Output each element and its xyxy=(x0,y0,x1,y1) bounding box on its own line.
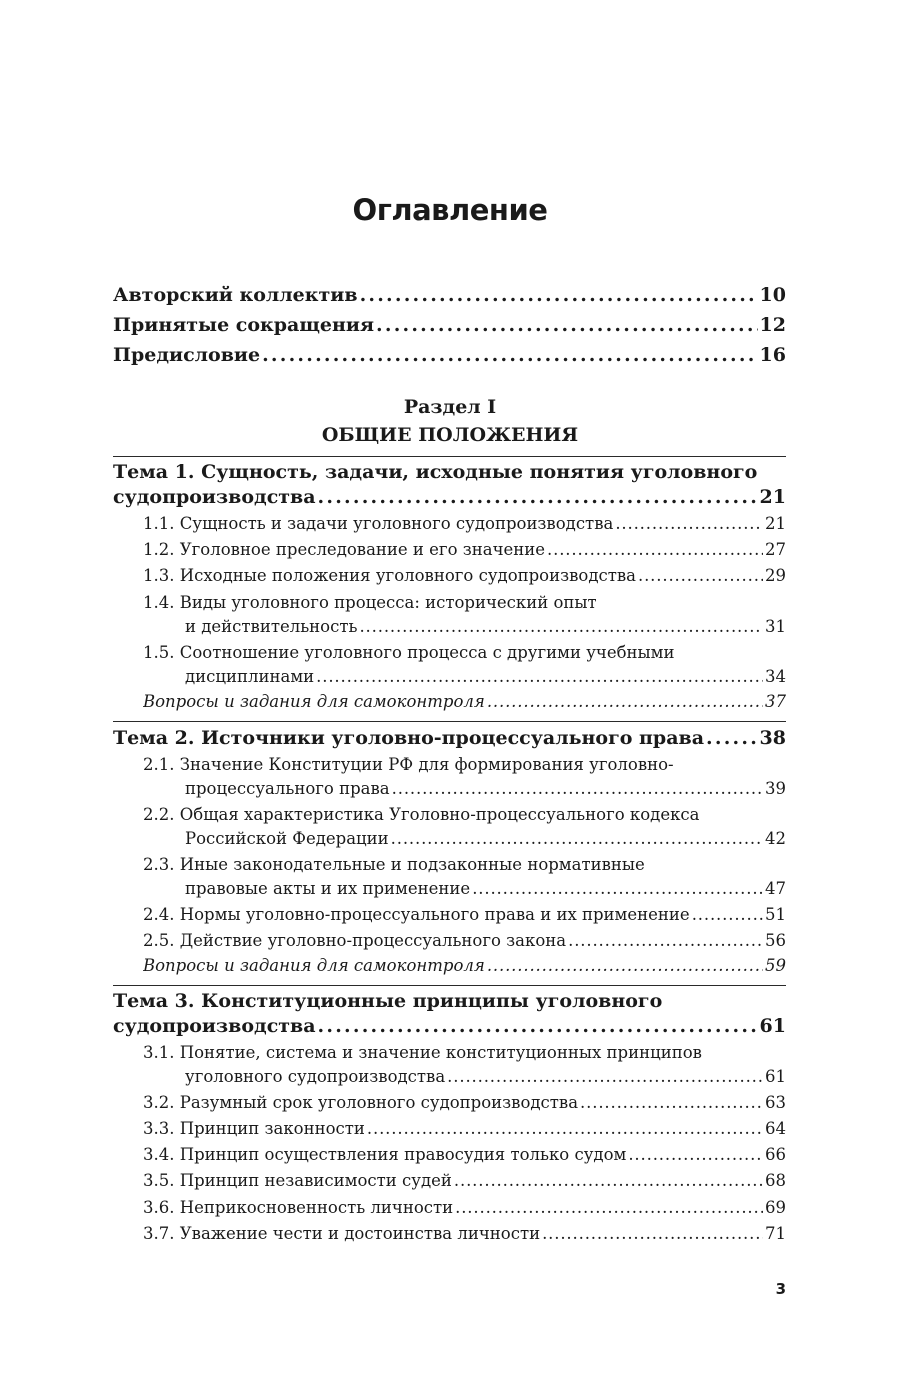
toc-entry-page: 63 xyxy=(765,1093,786,1112)
leader-dots xyxy=(487,692,763,711)
toc-entry-2-2[interactable] xyxy=(185,829,786,848)
leader-dots xyxy=(447,1067,763,1086)
toc-entry-page: 21 xyxy=(759,486,786,508)
toc-entry-page: 69 xyxy=(765,1198,786,1217)
toc-entry-label: уголовного судопроизводства xyxy=(185,1067,446,1086)
leader-dots xyxy=(472,879,763,898)
toc-entry-1-5-line1[interactable]: 1.5. Соотношение уголовного процесса с другими учебными xyxy=(143,643,675,662)
toc-entry-page: 27 xyxy=(765,540,786,559)
toc-entry-topic-2[interactable] xyxy=(113,727,786,749)
topic-1-title-line1[interactable]: Тема 1. Сущность, задачи, исходные понятия уголовного xyxy=(113,461,758,483)
leader-dots xyxy=(568,931,763,950)
toc-entry-2-questions[interactable] xyxy=(143,956,786,975)
toc-entry-page: 37 xyxy=(765,692,786,711)
toc-entry-label: 1.2. Уголовное преследование и его значение xyxy=(143,540,546,559)
divider xyxy=(113,985,786,986)
toc-entry-page: 34 xyxy=(765,667,786,686)
toc-entry-page: 10 xyxy=(759,284,786,306)
toc-entry-2-1-line1[interactable]: 2.1. Значение Конституции РФ для формирования уголовно- xyxy=(143,755,674,774)
toc-entry-label: 2.4. Нормы уголовно-процессуального права и их применение xyxy=(143,905,690,924)
toc-entry-3-4[interactable] xyxy=(143,1145,786,1164)
leader-dots xyxy=(376,314,758,336)
toc-entry-label: Предисловие xyxy=(113,344,261,366)
toc-entry-label: 2.5. Действие уголовно-процессуального закона xyxy=(143,931,567,950)
toc-entry-page: 42 xyxy=(765,829,786,848)
toc-entry-label: судопроизводства xyxy=(113,486,316,508)
toc-entry-label: Вопросы и задания для самоконтроля xyxy=(143,692,485,711)
toc-entry-page: 21 xyxy=(765,514,786,533)
toc-entry-label: процессуального права xyxy=(185,779,390,798)
leader-dots xyxy=(454,1171,763,1190)
topic-3-title-line1[interactable]: Тема 3. Конституционные принципы уголовного xyxy=(113,990,663,1012)
leader-dots xyxy=(547,540,763,559)
leader-dots xyxy=(638,566,763,585)
toc-entry-2-4[interactable] xyxy=(143,905,786,924)
toc-entry-1-questions[interactable] xyxy=(143,692,786,711)
toc-entry-topic-1[interactable] xyxy=(113,486,786,508)
leader-dots xyxy=(455,1198,763,1217)
toc-entry-topic-3[interactable] xyxy=(113,1015,786,1037)
toc-entry-page: 56 xyxy=(765,931,786,950)
leader-dots xyxy=(360,284,758,306)
toc-entry-page: 16 xyxy=(759,344,786,366)
leader-dots xyxy=(392,779,763,798)
leader-dots xyxy=(391,829,763,848)
toc-entry-abbreviations[interactable] xyxy=(113,314,786,336)
toc-entry-1-4[interactable] xyxy=(185,617,786,636)
toc-entry-page: 38 xyxy=(759,727,786,749)
toc-entry-3-1[interactable] xyxy=(185,1067,786,1086)
section-number: Раздел I xyxy=(403,396,497,418)
toc-entry-label: дисциплинами xyxy=(185,667,315,686)
toc-entry-1-5[interactable] xyxy=(185,667,786,686)
leader-dots xyxy=(262,344,757,366)
leader-dots xyxy=(316,667,763,686)
page-title: Оглавление xyxy=(352,193,548,227)
toc-entry-label: 3.5. Принцип независимости судей xyxy=(143,1171,452,1190)
leader-dots xyxy=(487,956,763,975)
toc-entry-3-7[interactable] xyxy=(143,1224,786,1243)
toc-entry-page: 61 xyxy=(759,1015,786,1037)
toc-entry-2-1[interactable] xyxy=(185,779,786,798)
toc-entry-3-6[interactable] xyxy=(143,1198,786,1217)
toc-entry-3-3[interactable] xyxy=(143,1119,786,1138)
toc-entry-label: 1.3. Исходные положения уголовного судопроизводства xyxy=(143,566,636,585)
toc-entry-3-2[interactable] xyxy=(143,1093,786,1112)
leader-dots xyxy=(628,1145,763,1164)
toc-entry-1-1[interactable] xyxy=(143,514,786,533)
page-number: 3 xyxy=(775,1280,786,1298)
toc-entry-label: 3.2. Разумный срок уголовного судопроизводства xyxy=(143,1093,579,1112)
toc-entry-1-3[interactable] xyxy=(143,566,786,585)
toc-entry-page: 66 xyxy=(765,1145,786,1164)
toc-entry-1-4-line1[interactable]: 1.4. Виды уголовного процесса: исторический опыт xyxy=(143,593,597,612)
toc-entry-label: правовые акты и их применение xyxy=(185,879,471,898)
toc-entry-label: и действительность xyxy=(185,617,358,636)
toc-entry-page: 47 xyxy=(765,879,786,898)
toc-entry-label: Тема 2. Источники уголовно-процессуального права xyxy=(113,727,705,749)
toc-entry-label: 3.3. Принцип законности xyxy=(143,1119,365,1138)
leader-dots xyxy=(542,1224,763,1243)
toc-entry-3-1-line1[interactable]: 3.1. Понятие, система и значение конституционных принципов xyxy=(143,1043,702,1062)
leader-dots xyxy=(615,514,763,533)
toc-entry-page: 71 xyxy=(765,1224,786,1243)
leader-dots xyxy=(580,1093,763,1112)
toc-entry-label: Вопросы и задания для самоконтроля xyxy=(143,956,485,975)
leader-dots xyxy=(318,1015,758,1037)
toc-entry-page: 59 xyxy=(765,956,786,975)
toc-entry-page: 12 xyxy=(759,314,786,336)
section-name: ОБЩИЕ ПОЛОЖЕНИЯ xyxy=(321,424,579,446)
toc-entry-page: 51 xyxy=(765,905,786,924)
toc-entry-page: 29 xyxy=(765,566,786,585)
toc-entry-label: 3.4. Принцип осуществления правосудия только судом xyxy=(143,1145,627,1164)
toc-entry-2-3-line1[interactable]: 2.3. Иные законодательные и подзаконные нормативные xyxy=(143,855,645,874)
leader-dots xyxy=(706,727,758,749)
leader-dots xyxy=(318,486,758,508)
toc-entry-3-5[interactable] xyxy=(143,1171,786,1190)
toc-entry-authors[interactable] xyxy=(113,284,786,306)
toc-entry-page: 31 xyxy=(765,617,786,636)
toc-entry-label: 3.7. Уважение чести и достоинства личности xyxy=(143,1224,541,1243)
toc-entry-2-2-line1[interactable]: 2.2. Общая характеристика Уголовно-процессуального кодекса xyxy=(143,805,700,824)
toc-entry-2-3[interactable] xyxy=(185,879,786,898)
divider xyxy=(113,456,786,457)
toc-entry-page: 64 xyxy=(765,1119,786,1138)
toc-entry-2-5[interactable] xyxy=(143,931,786,950)
toc-entry-page: 68 xyxy=(765,1171,786,1190)
toc-entry-label: Принятые сокращения xyxy=(113,314,375,336)
toc-entry-page: 39 xyxy=(765,779,786,798)
toc-entry-page: 61 xyxy=(765,1067,786,1086)
toc-entry-label: Российской Федерации xyxy=(185,829,389,848)
toc-entry-preface[interactable] xyxy=(113,344,786,366)
leader-dots xyxy=(359,617,763,636)
toc-entry-label: 1.1. Сущность и задачи уголовного судопроизводства xyxy=(143,514,614,533)
toc-entry-label: 3.6. Неприкосновенность личности xyxy=(143,1198,454,1217)
toc-entry-label: Авторский коллектив xyxy=(113,284,358,306)
leader-dots xyxy=(692,905,763,924)
leader-dots xyxy=(367,1119,763,1138)
divider xyxy=(113,721,786,722)
toc-entry-1-2[interactable] xyxy=(143,540,786,559)
toc-entry-label: судопроизводства xyxy=(113,1015,316,1037)
